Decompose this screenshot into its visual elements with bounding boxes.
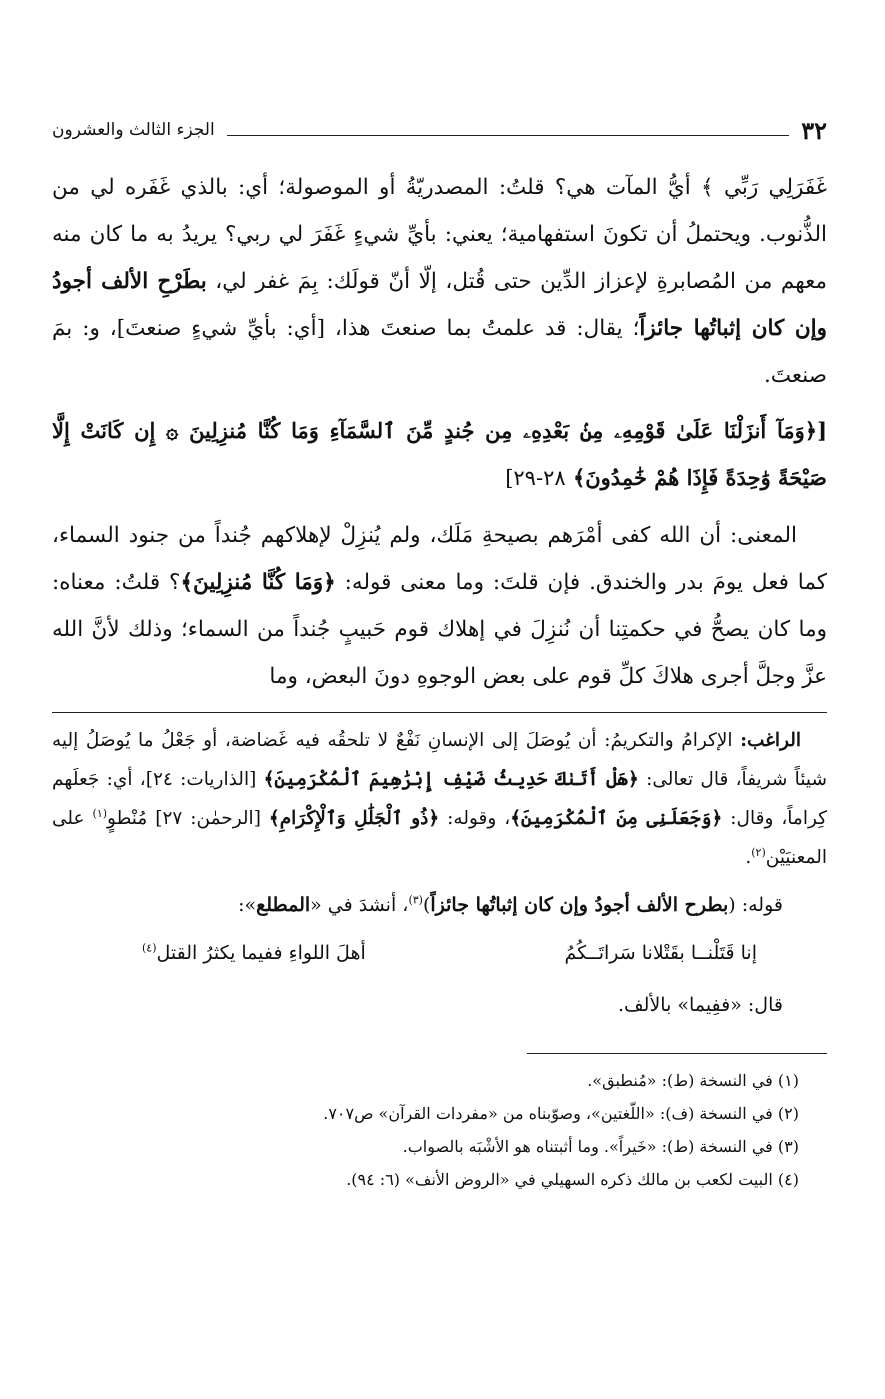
quote-line-b: ) <box>422 894 431 916</box>
paragraph-1-text-a: غَفَرَلِي رَبِّي ﴾ أيُّ المآت هي؟ قلتُ: المصدريّةُ أو الموصولة؛ أي: بالذي غَفَره لي من الذُّنوب. ويحتملُ أن تكونَ استفهامية؛ يعني: بأيِّ شيءٍ غَفَرَ لي ربي؟ يريدُ به ما كان منه معهم من المُصابرةِ لإعزاز الدِّين حتى قُتل، إلّا أنّ قولَك: بِمَ غفر لي، <box>52 175 827 294</box>
commentary-lead: الراغب: <box>740 730 801 751</box>
quran-verse-block <box>52 407 827 502</box>
quote-line-d: »: <box>238 894 257 916</box>
commentary-text-f: . <box>745 847 752 868</box>
footnotes <box>52 1064 827 1196</box>
main-text <box>52 164 827 700</box>
header-rule <box>227 135 790 136</box>
paragraph-1 <box>52 164 827 399</box>
commentary-text-e: على المعنيَيْن <box>52 808 827 868</box>
footnote-ref-2[interactable]: (٢) <box>751 845 766 859</box>
commentary-paragraph <box>52 721 827 877</box>
meaning-text-b: ؟ قلتُ: معناه: وما كان يصحُّ في حكمتِنا أن نُنزِلَ في إهلاك قوم حَبيبٍ جُنداً من السماء؛ وذلك لأنَّ الله عزَّ وجلَّ أجرى هلاكَ كلِّ قوم على بعض الوجوهِ دونَ البعض، وما <box>52 570 827 689</box>
part-title: الجزء الثالث والعشرون <box>52 120 215 140</box>
poem-second-hemistich: أهلَ اللواءِ ففيما يكثرُ القتل <box>156 942 366 964</box>
footnote-1: (١) في النسخة (ط): «مُنطبق». <box>587 1071 799 1090</box>
meaning-quote: ﴿وَمَا كُنَّا مُنزِلِينَ﴾ <box>180 570 336 595</box>
commentary-text-a: الإكرامُ والتكريمُ: أن يُوصَلَ إلى الإنسانِ نَفْعٌ لا تلحقُه فيه غَضاضة، أو جَعْلُ ما يُوصَلُ إليه شيئاً شريفاً، قال تعالى: <box>52 730 827 790</box>
meaning-text-a: المعنى: أن الله كفى أمْرَهم بصيحةِ مَلَك، ولم يُنزِلْ لإهلاكهم جُنداً من جنود السماء، كما فعل يومَ بدر والخندق. فإن قلتَ: وما معنى قوله: <box>52 523 827 595</box>
quote-line-c: ، أنشدَ في « <box>310 894 409 916</box>
said-line: قال: «ففِيما» بالألف. <box>617 994 783 1016</box>
footnote-rule <box>527 1053 827 1054</box>
commentary-text-d: [الرحمٰن: ٢٧] مُنْطوٍ <box>107 808 269 829</box>
commentary-text-c: ، وقوله: <box>439 808 511 829</box>
quran-verse: [﴿وَمَآ أَنزَلْنَا عَلَىٰ قَوْمِهِۦ مِنۢ بَعْدِهِۦ مِن جُندٍ مِّنَ ٱلسَّمَآءِ وَمَا كُنَّا مُنزِلِينَ ۞ إِن كَانَتْ إِلَّا صَيْحَةً وَٰحِدَةً فَإِذَا هُمْ خَٰمِدُونَ﴾ <box>52 418 827 490</box>
page-number: ٣٢ <box>801 115 827 145</box>
paragraph-meaning <box>52 512 827 700</box>
poem-first-hemistich: إنا قَتَلْنــا بقَتْلانا سَراتَــكُمُ <box>564 942 757 964</box>
poem-verse <box>52 931 827 975</box>
paragraph-1-bold: بطَرْحِ الألف أجودُ وإن كان إثباتُها جائزاً <box>52 269 827 341</box>
footnote-2: (٢) في النسخة (ف): «اللّغتين»، وصوّبناه من «مفردات القرآن» ص٧٠٧. <box>323 1104 799 1123</box>
footnote-ref-3[interactable]: (٣) <box>408 893 423 907</box>
commentary-text-b: [الذاريات: ٢٤]، أي: جَعلَهم كِراماً، وقال: <box>52 769 827 829</box>
footnote-ref-4[interactable]: (٤) <box>142 941 157 955</box>
poem-second-hemistich-wrap <box>142 931 366 975</box>
quote-line-bold: بطرح الألف أجودُ وإن كان إثباتُها جائزاً <box>430 894 729 916</box>
footnote-4: (٤) البيت لكعب بن مالك ذكره السهيلي في «الروض الأنف» (٦: ٩٤). <box>346 1170 799 1189</box>
quote-line <box>52 883 827 927</box>
running-header <box>52 110 827 150</box>
quote-line-bold-2: المطلع <box>256 894 311 916</box>
book-page <box>52 110 827 1196</box>
verse-reference: ٢٨-٢٩] <box>505 466 566 490</box>
paragraph-1-text-b: ؛ يقال: قد علمتُ بما صنعتَ هذا، [أي: بأيِّ شيءٍ صنعتَ]، و: بمَ صنعتَ. <box>52 316 827 388</box>
quote-line-a: قوله: ( <box>728 894 783 916</box>
commentary-divider <box>52 712 827 713</box>
commentary-quote-1: ﴿هَلْ أَتَىٰكَ حَدِيثُ ضَيْفِ إِبْرَٰهِيمَ ٱلْمُكْرَمِينَ﴾ <box>263 769 639 790</box>
commentary-quote-3: ﴿ذُو ٱلْجَلَٰلِ وَٱلْإِكْرَامِ﴾ <box>268 808 440 829</box>
commentary-quote-2: ﴿وَجَعَلَنِى مِنَ ٱلْمُكْرَمِينَ﴾ <box>510 808 723 829</box>
footnote-3: (٣) في النسخة (ط): «خَيراً». وما أثبتناه هو الأشْبَه بالصواب. <box>402 1137 799 1156</box>
footnote-ref-1[interactable]: (١) <box>92 806 108 820</box>
